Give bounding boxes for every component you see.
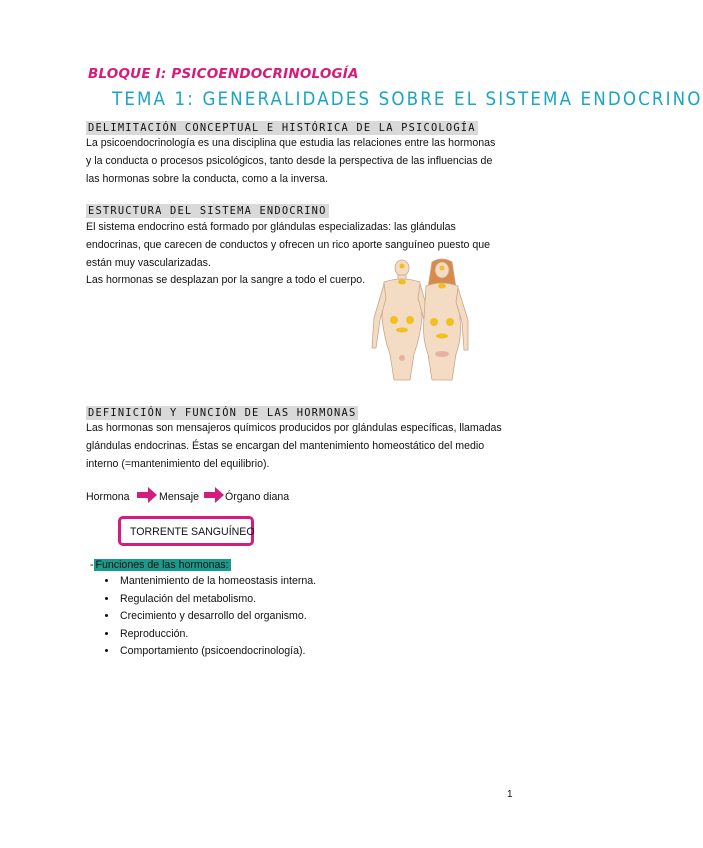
male-figure-icon xyxy=(372,260,432,380)
heading-delimitacion: DELIMITACIÓN CONCEPTUAL E HISTÓRICA DE LA PSICOLOGÍA xyxy=(88,122,476,134)
definicion-line-3: interno (=mantenimiento del equilibrio). xyxy=(86,458,270,470)
flow-hormona: Hormona xyxy=(86,491,130,503)
torrente-sanguineo-label: TORRENTE SANGUÍNEO xyxy=(130,526,255,538)
heading-definicion: DEFINICIÓN Y FUNCIÓN DE LAS HORMONAS xyxy=(88,407,357,419)
estructura-line-2: endocrinas, que carecen de conductos y ofrecen un rico aporte sanguíneo puesto que xyxy=(86,239,491,251)
heading-estructura: ESTRUCTURA DEL SISTEMA ENDOCRINO xyxy=(88,205,327,217)
page-number: 1 xyxy=(507,789,513,800)
endocrine-system-figure xyxy=(362,258,472,384)
definicion-line-1: Las hormonas son mensajeros químicos producidos por glándulas específicas, llamadas xyxy=(86,422,502,434)
list-item: • Reproducción. xyxy=(118,626,316,644)
delimitacion-line-1: La psicoendocrinología es una disciplina que estudia las relaciones entre las hormonas xyxy=(86,137,496,149)
estructura-line-1: El sistema endocrino está formado por glándulas especializadas: las glándulas xyxy=(86,221,456,233)
list-item: • Crecimiento y desarrollo del organismo. xyxy=(118,608,316,626)
definicion-line-2: glándulas endocrinas. Éstas se encargan del mantenimiento homeostático del medio xyxy=(86,440,485,452)
female-figure-icon xyxy=(424,259,469,380)
arrow-right-icon xyxy=(136,486,158,504)
estructura-line-3: están muy vascularizadas. xyxy=(86,257,211,269)
funciones-prefix: - xyxy=(90,559,94,571)
list-item: • Mantenimiento de la homeostasis interna. xyxy=(118,573,316,591)
funciones-list xyxy=(100,573,316,661)
list-item: • Comportamiento (psicoendocrinología). xyxy=(118,643,316,661)
estructura-extra: Las hormonas se desplazan por la sangre a todo el cuerpo. xyxy=(86,274,366,286)
torrente-sanguineo-box xyxy=(118,516,254,546)
flow-mensaje: Mensaje xyxy=(159,491,200,503)
block-title: BLOQUE I: PSICOENDOCRINOLOGÍA xyxy=(88,66,359,82)
list-item: • Regulación del metabolismo. xyxy=(118,591,316,609)
tema-title: TEMA 1: GENERALIDADES SOBRE EL SISTEMA ENDOCRINO xyxy=(112,88,703,110)
flow-organo-diana: Órgano diana xyxy=(225,491,290,503)
funciones-title-highlight: Funciones de las hormonas: xyxy=(95,559,229,571)
delimitacion-line-2: y la conducta o procesos psicológicos, tanto desde la perspectiva de las influencias de xyxy=(86,155,493,167)
delimitacion-line-3: las hormonas sobre la conducta, como a la inversa. xyxy=(86,173,329,185)
arrow-right-icon xyxy=(203,486,225,504)
funciones-title xyxy=(90,557,231,573)
